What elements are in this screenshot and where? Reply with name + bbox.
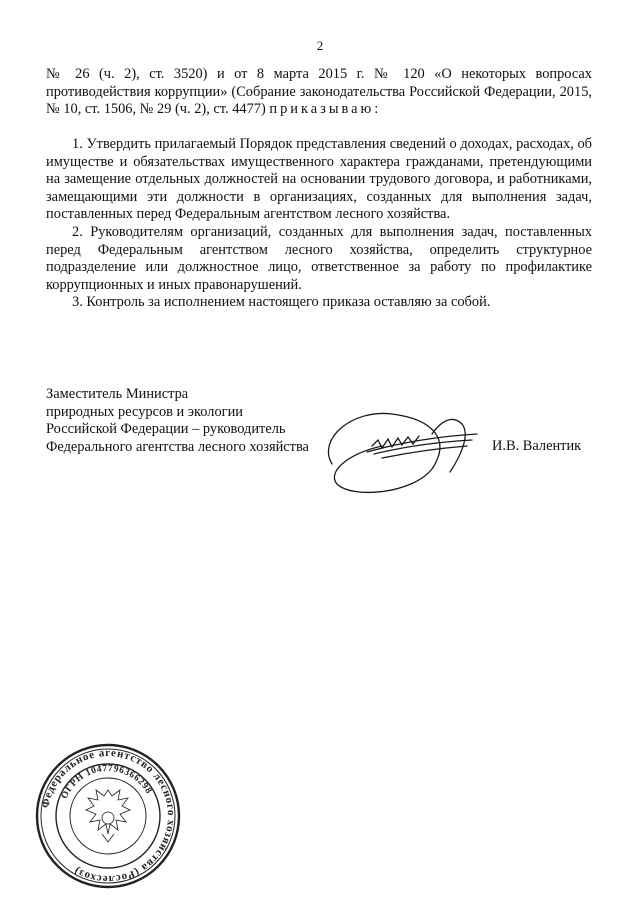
intro-paragraph [46,66,592,119]
signer-name: И.В. Валентик [492,438,582,454]
order-item-2: 2. Руководителям организаций, созданных для выполнения задач, поставленных перед Федеральным агентством лесного хозяйства, определить структурное подразделение или должностное лицо, ответственное за работу по профилактике коррупционных и иных правонарушений. [46,223,592,293]
order-keyword: приказываю: [269,101,382,118]
position-line-1: Заместитель Министра [46,386,189,402]
order-item-1: 1. Утвердить прилагаемый Порядок представления сведений о доходах, расходах, об имуществе и обязательствах имущественного характера гражданами, претендующими на замещение отдельных должностей на основании трудового договора, и работниками, замещающими эти должности в организациях, созданных для выполнения задач, поставленных перед Федеральным агентством лесного хозяйства. [46,136,592,223]
handwritten-signature [312,394,492,504]
official-seal-stamp [34,742,182,890]
svg-text:ОГРН 1047796366298: ОГРН 1047796366298 [59,763,154,801]
order-item-3: 3. Контроль за исполнением настоящего приказа оставляю за собой. [72,294,491,311]
order-items [46,136,592,312]
position-line-2: природных ресурсов и экологии [46,403,243,420]
svg-text:Федеральное агентство лесного: Федеральное агентство лесного хозяйства (Рослесхоз) [39,746,178,886]
position-line-4: Федерального агентства лесного хозяйства [46,438,309,455]
page-number: 2 [316,38,324,53]
intro-text: № 26 (ч. 2), ст. 3520) и от 8 марта 2015 г. № 120 «О некоторых вопросах противодействия коррупции» (Собрание законодательства Российской Федерации, 2015, № 10, ст. 1506, № 29 (ч. 2), ст. 4477) [46,66,592,118]
position-line-3: Российской Федерации – руководитель [46,421,286,438]
signatory-position [46,386,309,456]
